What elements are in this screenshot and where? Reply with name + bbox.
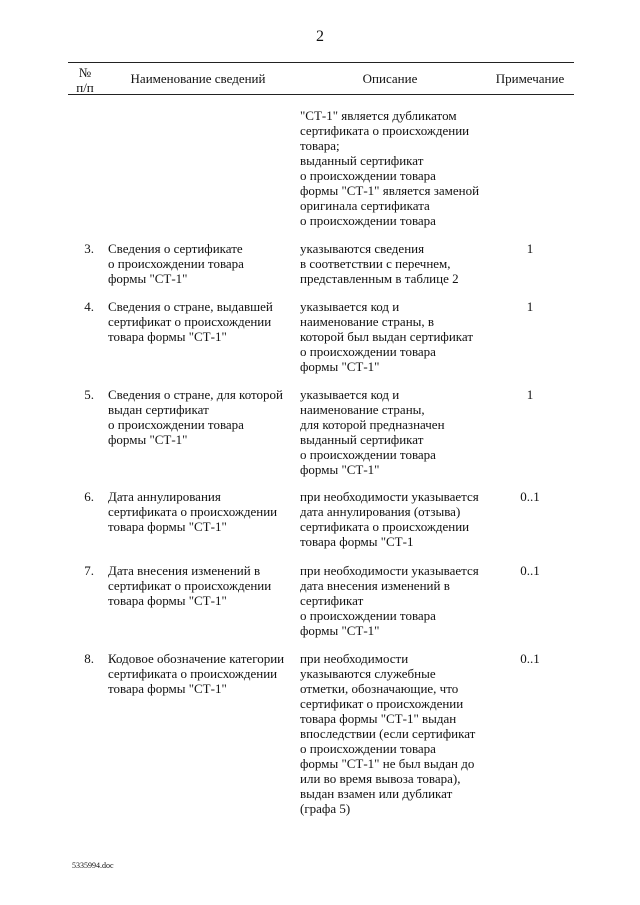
row-number: 8. xyxy=(84,651,94,666)
row-description: указываются сведения в соответствии с перечнем, представленным в таблице 2 xyxy=(300,241,459,286)
header-note: Примечание xyxy=(495,71,565,86)
header-bottom-rule xyxy=(68,94,574,95)
header-top-rule xyxy=(68,62,574,63)
row-number: 6. xyxy=(84,489,94,504)
row-note: 0..1 xyxy=(520,651,540,666)
row-number: 5. xyxy=(84,387,94,402)
row-name: Дата внесения изменений в сертификат о происхождении товара формы "СТ-1" xyxy=(108,563,272,608)
row-description: при необходимости указывается дата внесения изменений в сертификат о происхождении товара формы "СТ-1" xyxy=(300,563,479,638)
row-note: 1 xyxy=(526,299,534,314)
row-description: указывается код и наименование страны, для которой предназначен выданный сертификат о происхождении товара формы "СТ-1" xyxy=(300,387,445,477)
row-description: указывается код и наименование страны, в которой был выдан сертификат о происхождении товара формы "СТ-1" xyxy=(300,299,474,374)
row-number: 7. xyxy=(84,563,94,578)
row-name: Сведения о стране, выдавшей сертификат о происхождении товара формы "СТ-1" xyxy=(108,299,273,344)
header-num: № п/п xyxy=(76,65,94,95)
footer-filename: 5335994.doc xyxy=(72,861,114,870)
row-name: Дата аннулирования сертификата о происхождении товара формы "СТ-1" xyxy=(108,489,278,534)
row-description: при необходимости указывается дата аннулирования (отзыва) сертификата о происхождении товара формы "СТ-1 xyxy=(300,489,479,549)
row-name: Сведения о стране, для которой выдан сертификат о происхождении товара формы "СТ-1" xyxy=(108,387,283,447)
row-number: 4. xyxy=(84,299,94,314)
row-note: 0..1 xyxy=(520,563,540,578)
row-number: 3. xyxy=(84,241,94,256)
row-description: при необходимости указываются служебные отметки, обозначающие, что сертификат о происхождении товара формы "СТ-1" выдан впоследствии (если сертификат о происхождении товара формы "СТ-1" не был выдан до или во время вывоза товара), выдан взамен или дубликат (графа 5) xyxy=(300,651,476,816)
header-description: Описание xyxy=(362,71,418,86)
row-note: 0..1 xyxy=(520,489,540,504)
row-name: Сведения о сертификате о происхождении товара формы "СТ-1" xyxy=(108,241,244,286)
page-number: 2 xyxy=(316,28,324,45)
row-note: 1 xyxy=(526,387,534,402)
row-name: Кодовое обозначение категории сертификата о происхождении товара формы "СТ-1" xyxy=(108,651,285,696)
header-name: Наименование сведений xyxy=(130,71,266,86)
row-note: 1 xyxy=(526,241,534,256)
continuation-description: "СТ-1" является дубликатом сертификата о происхождении товара; выданный сертификат о происхождении товара формы "СТ-1" является заменой оригинала сертификата о происхождении товара xyxy=(300,108,480,228)
